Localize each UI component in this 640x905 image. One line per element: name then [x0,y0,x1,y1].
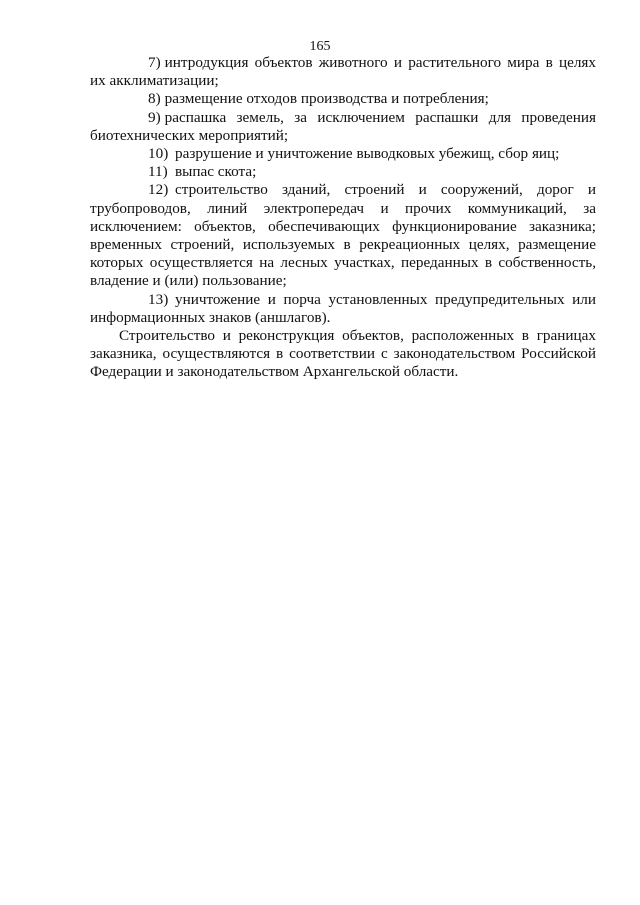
list-item-number: 12) [148,181,169,199]
list-item-text: размещение отходов производства и потребления; [164,90,489,108]
list-item-text: интродукция объектов животного и растительного мира в целях их акклиматизации; [90,54,596,90]
list-item-text: уничтожение и порча установленных предупредительных или информационных знаков (аншлагов). [90,290,596,326]
list-item-text: разрушение и уничтожение выводковых убежищ, сбор яиц; [175,145,560,163]
page-number: 165 [309,39,331,54]
list-item-8 [90,90,596,108]
list-item-number: 13) [148,290,169,308]
document-body [90,54,596,382]
list-item-number: 11) [148,163,168,181]
list-item-text: выпас скота; [175,163,257,181]
list-item-10 [90,145,596,163]
list-item-7 [90,54,596,90]
list-item-text: строительство зданий, строений и сооружений, дорог и трубопроводов, линий электропередач и прочих коммуникаций, за исключением: объектов, обеспечивающих функционирование заказника; временных строений, используемых в рекреационных целях, размещение которых осуществляется на лесных участках, переданных в собственность, владение и (или) пользование; [90,181,596,290]
list-item-text: распашка земель, за исключением распашки для проведения биотехнических мероприятий; [90,108,596,144]
list-item-11 [90,163,596,181]
closing-paragraph: Строительство и реконструкция объектов, расположенных в границах заказника, осуществляются в соответствии с законодательством Российской Федерации и законодательством Архангельской области. [90,327,596,381]
list-item-13 [90,291,596,327]
list-item-9 [90,109,596,145]
list-item-number: 8) [148,90,161,108]
list-item-12 [90,181,596,290]
list-item-number: 9) [148,108,161,126]
list-item-number: 10) [148,145,169,163]
list-item-number: 7) [148,54,161,71]
